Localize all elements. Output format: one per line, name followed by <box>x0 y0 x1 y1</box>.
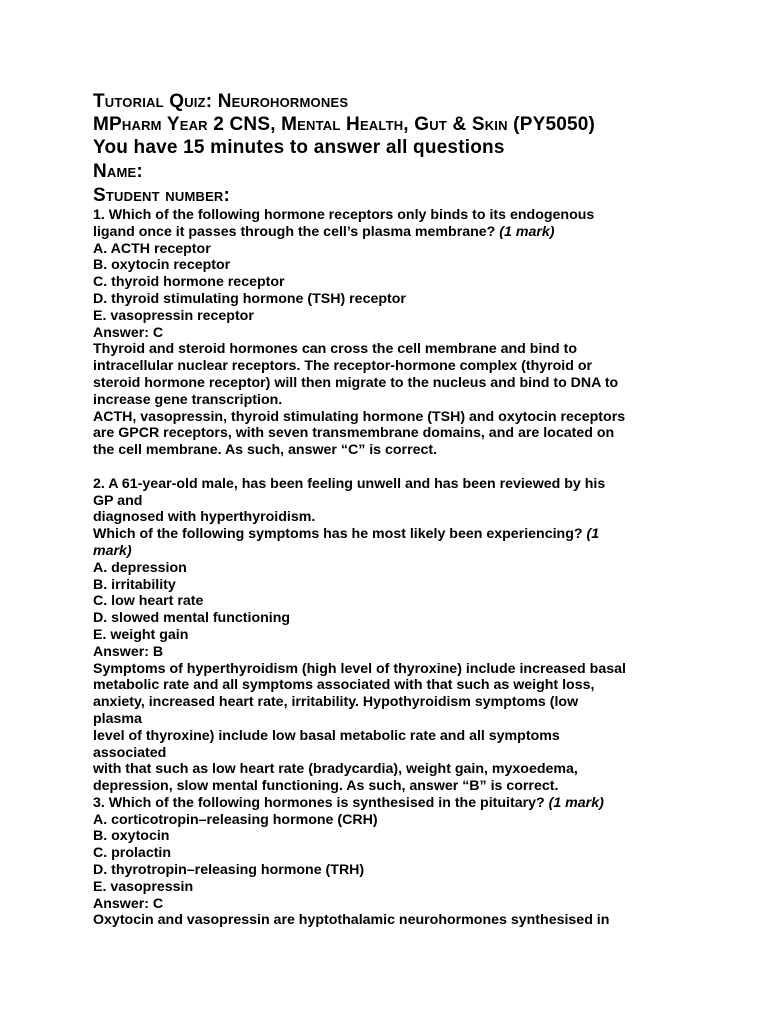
question-1-explanation-2: ACTH, vasopressin, thyroid stimulating hormone (TSH) and oxytocin receptors are GPCR receptors, with seven transmembrane domains, and are located on the cell membrane. As such, answer “C” is correct. <box>93 408 626 459</box>
question-2-option-c: C. low heart rate <box>93 593 204 610</box>
question-1-option-c: C. thyroid hormone receptor <box>93 274 285 291</box>
question-3-answer: Answer: C <box>93 895 164 912</box>
question-3-option-b: B. oxytocin <box>93 828 170 845</box>
question-1-stem-text: 1. Which of the following hormone receptors only binds to its endogenous ligand once it passes through the cell’s plasma membrane? <box>93 207 595 240</box>
question-1-mark: (1 mark) <box>499 223 555 240</box>
question-3-stem <box>93 795 693 812</box>
question-3-stem-text: 3. Which of the following hormones is synthesised in the pituitary? <box>93 794 549 811</box>
course-title: MPharm Year 2 CNS, Mental Health, Gut & Skin (PY5050) <box>93 114 596 135</box>
question-1-option-b: B. oxytocin receptor <box>93 257 231 274</box>
question-1-option-d: D. thyroid stimulating hormone (TSH) receptor <box>93 290 406 307</box>
document-page <box>93 90 693 929</box>
question-1-option-e: E. vasopressin receptor <box>93 307 254 324</box>
question-1-explanation-1: Thyroid and steroid hormones can cross the cell membrane and bind to intracellular nuclear receptors. The receptor-hormone complex (thyroid or steroid hormone receptor) will then migrate to the nucleus and bind to DNA to increase gene transcription. <box>93 341 619 408</box>
question-2-option-a: A. depression <box>93 559 187 576</box>
question-1-stem <box>93 207 693 241</box>
question-2-mark: (1 mark) <box>93 526 600 559</box>
question-3-option-c: C. prolactin <box>93 845 172 862</box>
question-1-answer: Answer: C <box>93 324 164 341</box>
question-2-stem-b <box>93 526 693 560</box>
question-2-answer: Answer: B <box>93 643 164 660</box>
question-2-option-b: B. irritability <box>93 576 176 593</box>
question-1 <box>93 207 693 459</box>
document-title: Tutorial Quiz: Neurohormones <box>93 91 349 112</box>
time-note: You have 15 minutes to answer all questions <box>93 137 505 158</box>
question-3-explanation: Oxytocin and vasopressin are hyptothalamic neurohormones synthesised in <box>93 912 610 929</box>
question-3-option-a: A. corticotropin–releasing hormone (CRH) <box>93 811 378 828</box>
question-2-option-e: E. weight gain <box>93 626 189 643</box>
question-3-mark: (1 mark) <box>548 794 604 811</box>
question-2-stem-a: 2. A 61-year-old male, has been feeling unwell and has been reviewed by his GP and diagnosed with hyperthyroidism. <box>93 475 606 526</box>
question-3-option-e: E. vasopressin <box>93 878 194 895</box>
question-1-option-a: A. ACTH receptor <box>93 240 211 257</box>
question-3-option-d: D. thyrotropin–releasing hormone (TRH) <box>93 862 365 879</box>
section-spacer <box>93 459 693 476</box>
name-label: Name: <box>93 161 143 182</box>
question-2-explanation: Symptoms of hyperthyroidism (high level of thyroxine) include increased basal metabolic rate and all symptoms associated with that such as weight loss, anxiety, increased heart rate, irritability. Hypothyroidism symptoms (low plasma level of thyroxine) include low basal metabolic rate and all symptoms associated with that such as low heart rate (bradycardia), weight gain, myxoedema, depression, slow mental functioning. As such, answer “B” is correct. <box>93 660 626 795</box>
question-2 <box>93 476 693 795</box>
question-2-stem-b-text: Which of the following symptoms has he most likely been experiencing? <box>93 526 587 543</box>
student-number-label: Student number: <box>93 185 231 206</box>
question-3 <box>93 795 693 929</box>
question-2-option-d: D. slowed mental functioning <box>93 610 291 627</box>
